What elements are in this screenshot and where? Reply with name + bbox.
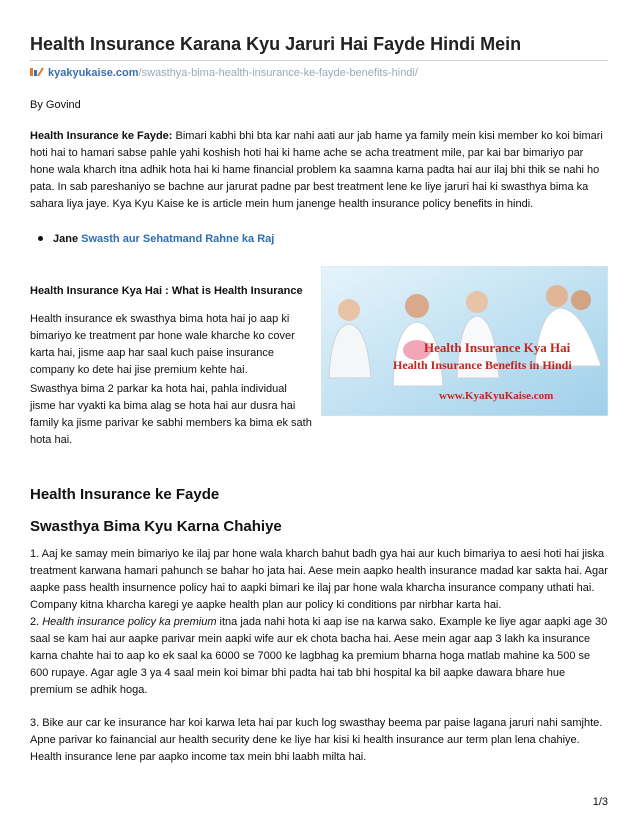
title-divider (30, 60, 608, 61)
source-domain-link[interactable]: kyakyukaise.com (48, 67, 139, 79)
heading-fayde: Health Insurance ke Fayde (30, 486, 220, 503)
banner-line2: Health Insurance Benefits in Hindi (393, 358, 572, 372)
section-heading-what-is: Health Insurance Kya Hai : What is Health Insurance (30, 285, 303, 297)
paragraph-what-is: Health insurance ek swasthya bima hota hai jo aap ki bimariyo ke treatment par hone wale kharche ko cover karta hai, jisme aap har saal kuch paise insurance company ko dete hai jise premium kehte hai. (30, 313, 295, 376)
intro-paragraph (30, 128, 608, 213)
intro-lead: Health Insurance ke Fayde: (30, 130, 173, 142)
point-1-paragraph: 1. Aaj ke samay mein bimariyo ke ilaj par hone wala kharch bahut badh gya hai aur kuch bimariya to aesi hoti hai jiska treatment karwana hamari pahunch se bahar ho jata hai. Aese mein aapko health insurance madad kar sakta hai. Agar aapke pass health insurnence policy hai to aapki bimari ke ilaj par hone wala kharcha insurance company uthati hai. Company kitna kharcha karegi ye aapke health plan aur policy ki conditions par nirbhar karta hai. (30, 548, 608, 611)
bullet-prefix: Jane (53, 233, 79, 245)
page-number: 1/3 (592, 796, 608, 808)
point-2-prefix: 2. (30, 616, 43, 628)
point-2-text: itna jada nahi hota ki aap ise na karwa sako. Example ke liye agar aapki age 30 saal se kam hai aur aapke parivar mein aapki wife aur ek chota bacha hai. Aese mein agar aap 3 lakh ka insurance karna chahte hai to aap ko ek saal ka 6000 se 7000 ke lagbhag ka premium bharna hoga matlab mahine ka 500 se 600 rupaye. Agar agle 3 ya 4 saal mein koi bimar bhi padta hai tab bhi hospital ka bil aapke dawara bhare hue premium se adhik hoga. (30, 616, 608, 696)
article-banner-image (321, 266, 608, 416)
related-article-link[interactable]: Swasth aur Sehatmand Rahne ka Raj (81, 233, 275, 245)
byline: By Govind (30, 99, 81, 111)
site-logo-icon (30, 67, 44, 77)
source-path-link[interactable]: /swasthya-bima-health-insurance-ke-fayde-benefits-hindi/ (138, 67, 418, 79)
document-page (30, 0, 608, 826)
banner-line1: Health Insurance Kya Hai (424, 340, 571, 355)
source-line (30, 67, 418, 79)
banner-url: www.KyaKyuKaise.com (439, 390, 554, 402)
point-3-paragraph: 3. Bike aur car ke insurance har koi karwa leta hai par kuch log swasthay beema par paise lagana jaruri nahi samjhte. Apne parivar ko fainancial aur health security dene ke liye har kisi ki health insurance aur term plan lena chahiye. Health insurance lene par aapko income tax mein bhi laabh milta hai. (30, 717, 603, 763)
point-2-emphasis: Health insurance policy ka premium (42, 616, 217, 628)
intro-text: Bimari kabhi bhi bta kar nahi aati aur jab hame ya family mein kisi member ko koi bimari hoti hai to hamari sabse pahle yahi koshish hoti hai ki hame ache se acha treatment mile, par kai bar bimariyo par hone wala kharch itna adhik hota hai ki hame financial problem ka saamna karna padta hai aur ilaj bhi thik se nahi ho pata. In sab pareshaniyo se bachne aur jarurat padne par best treatment lene ke liye jaruri hai ki swasthya bima ka sahara liya jaye. Kya Kyu Kaise ke is article mein hum janenge health insurance policy benefits in hindi. (30, 130, 603, 210)
heading-why: Swasthya Bima Kyu Karna Chahiye (30, 518, 282, 535)
point-2-paragraph (30, 614, 608, 699)
page-title: Health Insurance Karana Kyu Jaruri Hai Fayde Hindi Mein (30, 34, 522, 54)
bullet-dot-icon (38, 236, 43, 241)
list-item (30, 233, 274, 245)
paragraph-types: Swasthya bima 2 parkar ka hota hai, pahla individual jisme har vyakti ka bima alag se hota hai aur dusra hai family ka jisme parivar ke sabhi members ka bima ek sath hota hai. (30, 383, 312, 446)
